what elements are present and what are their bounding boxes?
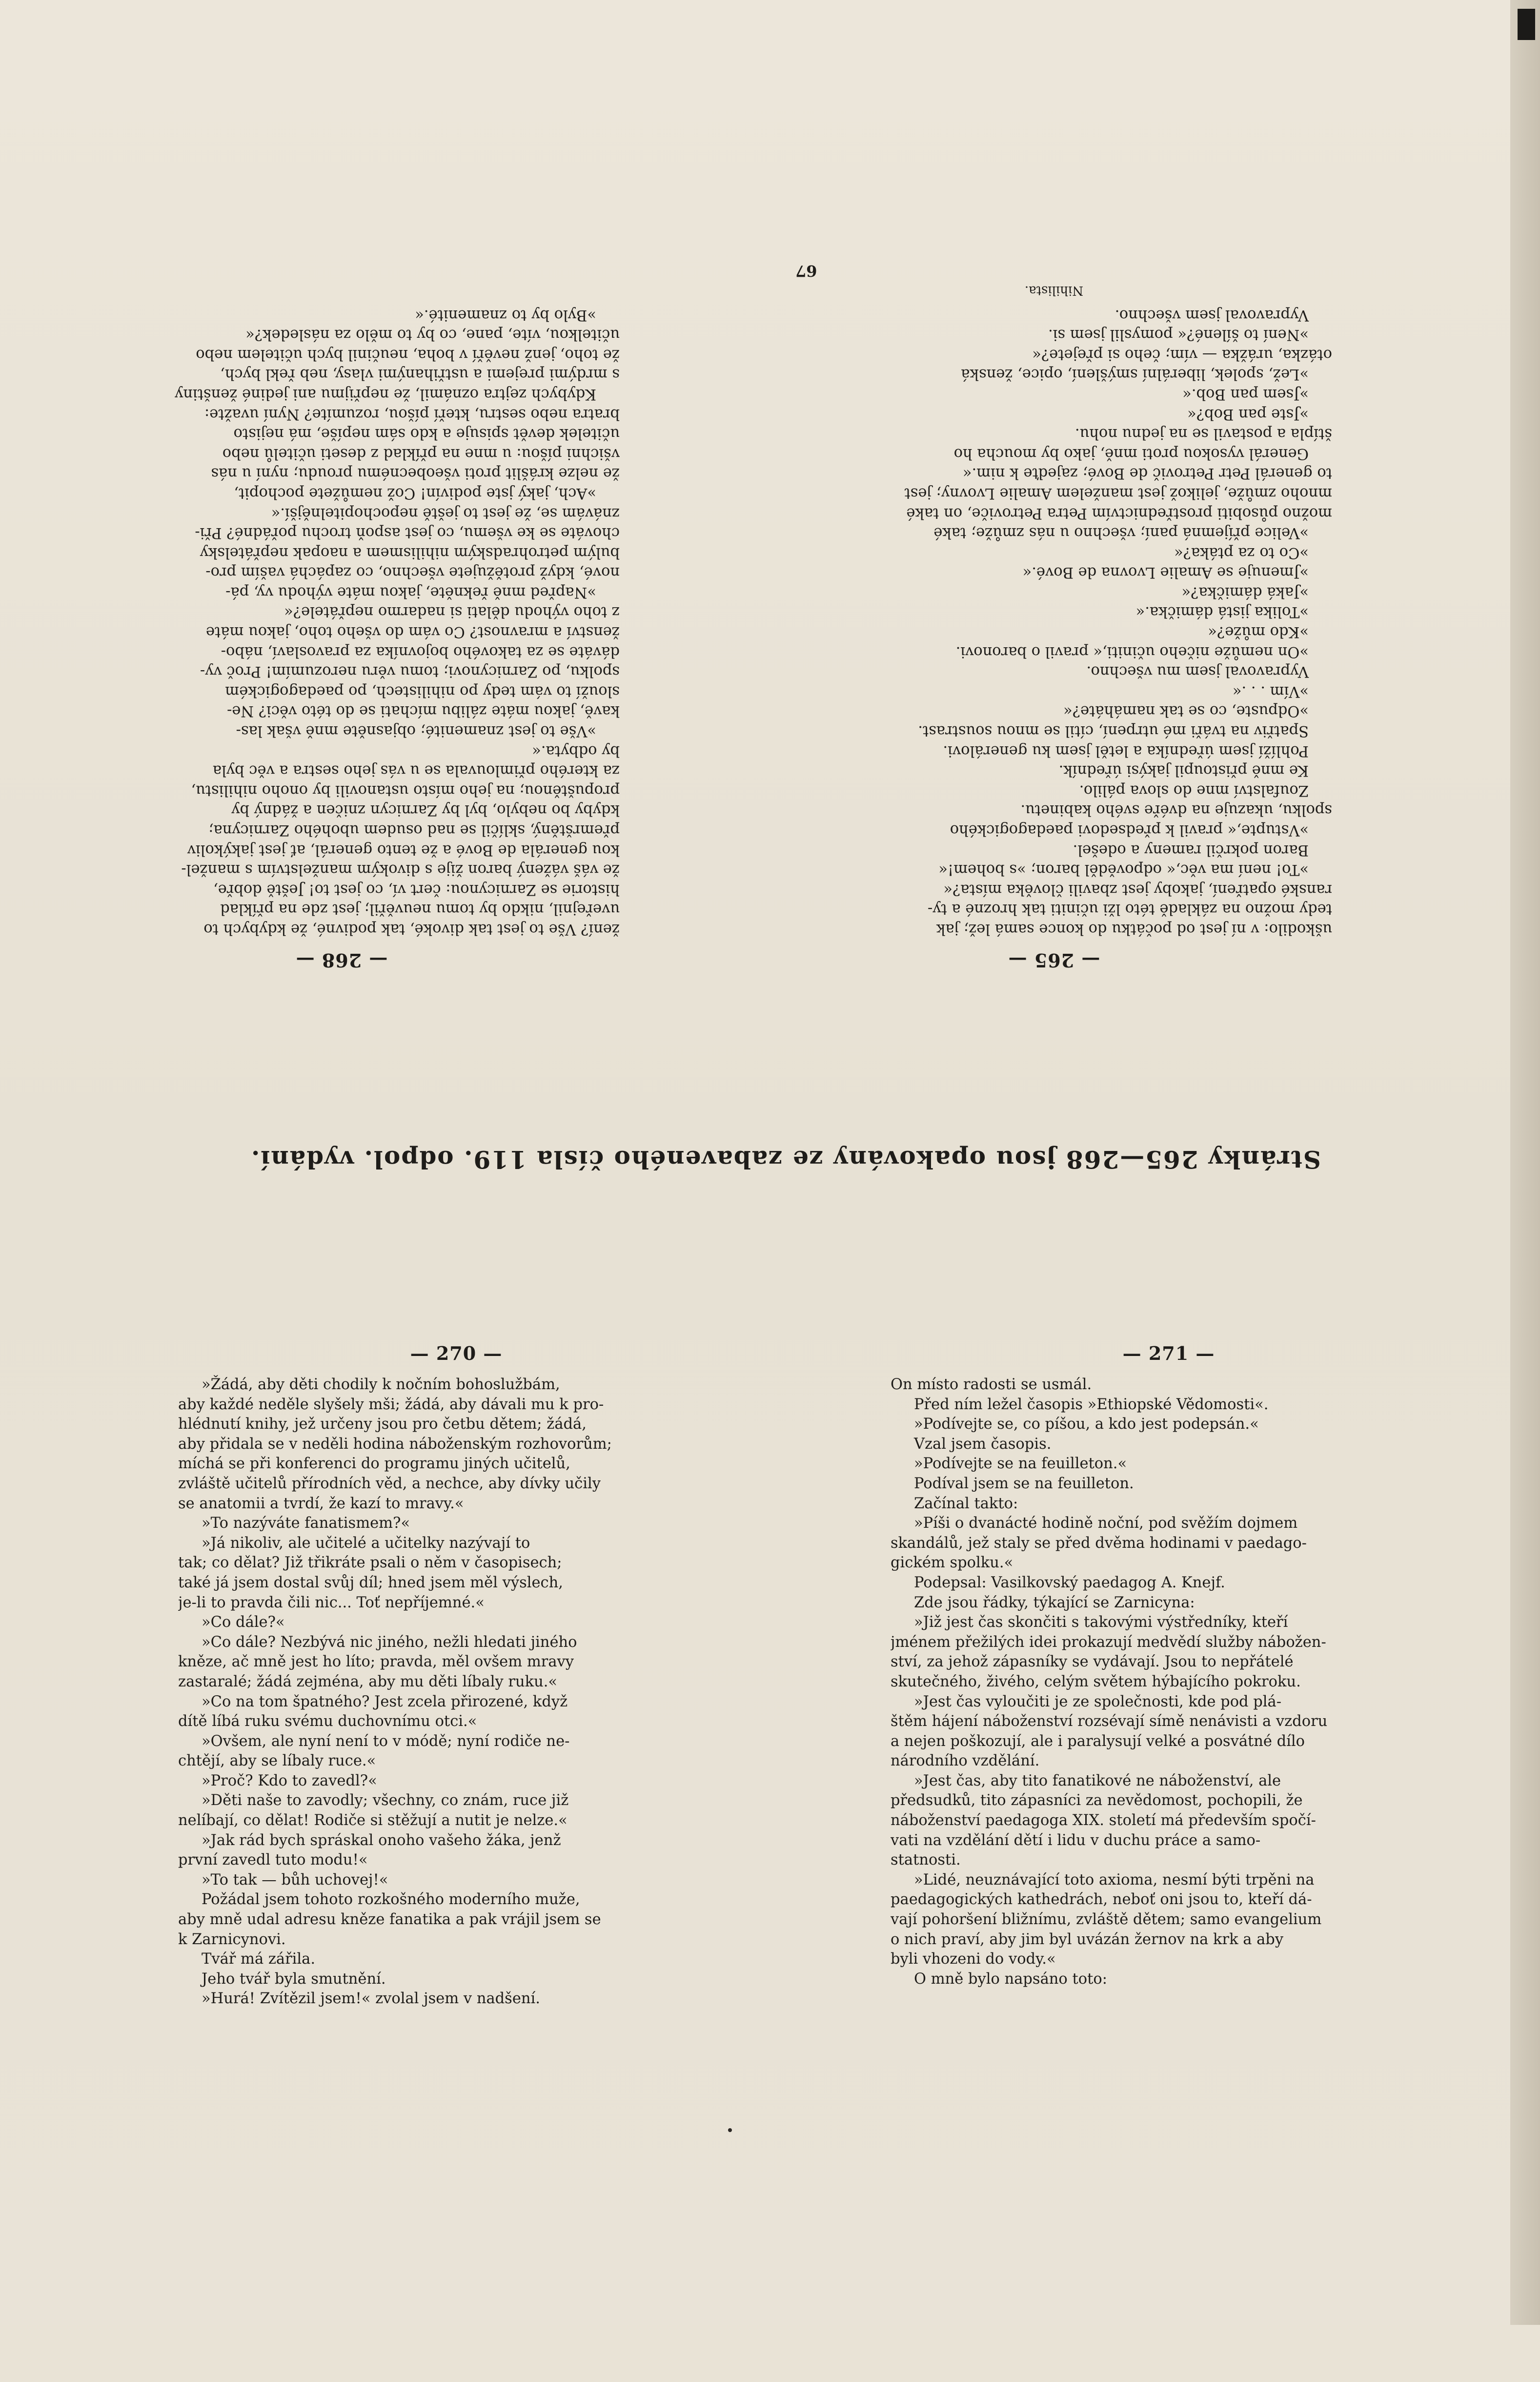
text-line: je-li to pravda čili nic... Toť nepříjemné.«	[178, 1594, 485, 1611]
text-line: »Ovšem, ale nyní není to v módě; nyní rodiče ne-	[202, 1732, 570, 1750]
column-text	[891, 1375, 1447, 1989]
text-line: aby každé neděle slyšely mši; žádá, aby dávali mu k pro-	[178, 1396, 604, 1413]
text-line: nové, když protěžujete všechno, co zapáchá vaším pro-	[205, 564, 620, 581]
text-line: za kterého přimlouvala se u vás jeho sestra a věc byla	[212, 762, 620, 780]
text-line: »Jest čas vyloučiti je ze společnosti, kde pod plá-	[914, 1693, 1282, 1710]
text-line: »Co na tom špatného? Jest zcela přirozené, když	[202, 1693, 568, 1710]
text-line: »Proč? Kdo to zavedl?«	[202, 1772, 377, 1789]
text-line: Zde jsou řádky, týkající se Zarnicyna:	[914, 1594, 1195, 1611]
text-line: »Již jest čas skončiti s takovými výstředníky, kteří	[914, 1614, 1288, 1631]
text-line: Zoufalství mne do slova pálilo.	[1079, 781, 1309, 799]
text-line: slouží to vám tedy po nihilistech, po paedagogickém	[225, 682, 620, 700]
text-line: kavě, jakou máte zálibu míchati se do této věci? Ne-	[227, 702, 620, 720]
page-number: — 265 —	[1008, 949, 1100, 971]
text-line: »To tak — bůh uchovej!«	[202, 1871, 388, 1889]
repeat-notice-banner: Stránky 265—268 jsou opakovány ze zabaveného čísla 119. odpol. vydání.	[250, 1145, 1321, 1174]
text-line: »Tolika jistá dámička.«	[1135, 603, 1309, 621]
upright-lower-spread	[0, 1269, 1510, 2382]
text-line: Ke mně přistoupil jakýsi úředník.	[1058, 762, 1309, 780]
text-line: Generál vysokou proti mně, jako by moucha ho	[953, 445, 1309, 462]
text-line: bulým petrohradským nihilismem a naopak nepřátelsky	[200, 544, 620, 561]
text-line: »Podívejte se na feuilleton.«	[914, 1455, 1127, 1473]
page-number: — 268 —	[295, 949, 388, 971]
text-line: vají pohoršení bližnímu, zvláště dětem; samo evangelium	[891, 1911, 1322, 1929]
text-line: skutečného, živého, celým světem hýbajícího pokroku.	[891, 1673, 1301, 1690]
text-line: »Jmenuje se Amalie Lvovna de Bové.«	[1022, 564, 1309, 581]
text-line: kdyby bo nebylo, byl by Zarnicyn zničen a žádný by	[231, 801, 620, 819]
text-line: »Žádá, aby děti chodily k nočním bohoslužbám,	[202, 1376, 560, 1393]
text-line: »Děti naše to zavodly; všechny, co znám, ruce již	[202, 1792, 569, 1809]
text-line: spolku, po Zarnicynovi; tomu věru nerozumím! Proč vy-	[200, 663, 620, 680]
text-line: »Bylo by to znamenité.«	[415, 306, 596, 324]
text-line: Tvář má zářila.	[202, 1951, 316, 1968]
text-line: znávám se, že jest to ještě nepochopitelnější.«	[271, 504, 620, 522]
text-line: ženství a mravnost? Co vám do všeho toho, jakou máte	[206, 623, 620, 641]
text-line: Vypravoval jsem všechno.	[1114, 306, 1309, 324]
text-line: nelíbají, co dělat! Rodiče si stěžují a nutit je nelze.«	[178, 1812, 567, 1829]
text-line: žení? Vše to jest tak divoké, tak podivné, že kdybych to	[203, 921, 620, 938]
text-line: přemrštěný, sklíčil se nad osudem ubohého Zarnicyna;	[208, 821, 620, 839]
text-line: »Vše to jest znamenité; objasněte mně však las-	[236, 722, 596, 740]
text-line: »Napřed mně řekněte, jakou máte výhodu vy, pá-	[225, 583, 596, 601]
text-line: Baron pokrčil rameny a odešel.	[1073, 841, 1309, 859]
text-line: dítě líbá ruku svému duchovnímu otci.«	[178, 1713, 477, 1730]
text-line: »Píši o dvanácté hodině noční, pod svěžím dojmem	[914, 1515, 1298, 1532]
text-line: »Co dále?«	[202, 1614, 285, 1631]
text-line: všichni píšou: u mne na příklad z deseti učitelů nebo	[222, 445, 620, 462]
column-page-268	[63, 305, 620, 971]
page-edge	[1510, 0, 1540, 2325]
text-line: »Velice příjemná paní; všechno u nás zmůže; také	[933, 524, 1309, 542]
text-line: učitelek devět spisuje a kdo sám nepíše, má nejisto	[233, 425, 620, 443]
text-line: Jeho tvář byla smutnění.	[202, 1970, 386, 1988]
text-line: tak; co dělat? Již třikráte psali o něm v časopisech;	[178, 1554, 562, 1572]
column-text	[178, 1375, 734, 2009]
text-line: vati na vzdělání dětí i lidu v duchu práce a samo-	[891, 1831, 1261, 1849]
column-page-271	[891, 1342, 1447, 1989]
signature-mark: 67	[795, 262, 817, 280]
text-line: »Jsem pan Bob.«	[1182, 385, 1309, 403]
text-line: »Jest čas, aby tito fanatikové ne náboženství, ale	[914, 1772, 1281, 1789]
text-line: Pohlíží jsem úředníka a letěl jsem ku generálovi.	[943, 742, 1309, 760]
text-line: ranské opatření, jakoby jest zbavili člověka místa?«	[943, 881, 1332, 898]
text-line: předsudků, tito zápasníci za nevědomost, pochopili, že	[891, 1792, 1303, 1809]
column-page-265	[776, 262, 1332, 971]
page-number: — 271 —	[1122, 1342, 1215, 1364]
text-line: »Lidé, neuznávající toto axioma, nesmí býti trpěni na	[914, 1871, 1315, 1889]
text-line: k Zarnicynovi.	[178, 1930, 286, 1948]
text-line: uveřejnil, nikdo by tomu neuvěřil; jest zde na příklad	[220, 901, 620, 918]
text-line: aby mně udal adresu kněze fanatika a pak vrájil jsem se	[178, 1911, 601, 1929]
text-line: spolku, ukazuje na dvéře svého kabinetu.	[1020, 801, 1332, 819]
column-text	[63, 305, 620, 939]
text-line: historie se Zarnicynou: čert ví, co jest to! Ještě dobře,	[213, 881, 620, 898]
text-line: a nejen poškozují, ale i paralysují velké a posvátné dílo	[891, 1732, 1305, 1750]
text-line: Začínal takto:	[914, 1495, 1018, 1512]
text-line: jménem přežilých idei prokazují medvědí služby nábožen-	[891, 1633, 1326, 1651]
text-line: »Není to šílené?« pomyslil jsem si.	[1048, 326, 1309, 344]
text-line: z toho výhodu dělati si nadarmo nepřátele?«	[284, 603, 620, 621]
text-line: se anatomii a tvrdí, že kazí to mravy.«	[178, 1495, 464, 1512]
catchword: Nihilista.	[1024, 283, 1084, 298]
text-line: národního vzdělání.	[891, 1752, 1040, 1770]
text-line: kou generála de Bové a že tento generál, ať jest jakýkoliv	[187, 841, 620, 859]
text-line: »Hurá! Zvítězil jsem!« zvolal jsem v nadšení.	[202, 1990, 540, 2008]
inverted-upper-spread	[0, 20, 1510, 1132]
text-line: statnosti.	[891, 1851, 961, 1869]
text-line: že nelze krášlit proti všeobecnému proudu; nyní u nás	[211, 465, 620, 482]
text-line: že toho, jenž nevěří v boha, neučinil bych učitelem nebo	[196, 346, 620, 363]
text-line: tedy možno na základě této lži učiniti tak hrozné a ty-	[927, 901, 1332, 918]
text-line: chováte se ke všemu, co jest aspoň trochu pořádné? Při-	[195, 524, 620, 542]
ink-speck	[728, 2128, 732, 2132]
text-line: »Podívejte se, co píšou, a kdo jest podepsán.«	[914, 1416, 1259, 1433]
page-number: — 270 —	[410, 1342, 503, 1364]
text-line: »Kdo může?«	[1208, 623, 1309, 641]
text-line: míchá se při konferenci do programu jiných učitelů,	[178, 1455, 570, 1473]
text-line: Podíval jsem se na feuilleton.	[914, 1475, 1134, 1492]
text-line: Před ním ležel časopis »Ethiopské Vědomosti«.	[914, 1396, 1269, 1413]
registration-mark	[1518, 9, 1535, 40]
text-line: »Vstupte,« pravil k předsedovi paedagogického	[950, 821, 1309, 839]
text-line: »Ach, jaký jste podivín! Což nemůžete pochopit,	[234, 484, 596, 502]
text-line: chtějí, aby se líbaly ruce.«	[178, 1752, 376, 1770]
text-line: Podepsal: Vasilkovský paedagog A. Knejf.	[914, 1574, 1225, 1591]
text-line: »Jaká dámička?«	[1181, 583, 1309, 601]
text-line: »Já nikoliv, ale učitelé a učitelky nazývají to	[202, 1534, 530, 1552]
text-line: možno působiti prostřednictvím Petra Petroviče, on také	[906, 504, 1332, 522]
text-line: O mně bylo napsáno toto:	[914, 1970, 1107, 1988]
text-line: »To nazýváte fanatismem?«	[202, 1515, 410, 1532]
text-line: paedagogických kathedrách, neboť oni jsou to, kteří dá-	[891, 1891, 1312, 1909]
text-line: dáváte se za takového bojovníka za pravoslaví, nábo-	[221, 643, 620, 660]
text-line: propuštěnou; na jeho místo ustanovili by onoho nihilistu,	[191, 781, 620, 799]
text-line: hlédnutí knihy, jež určeny jsou pro četbu dětem; žádá,	[178, 1416, 587, 1433]
text-line: náboženství paedagoga XIX. století má především spočí-	[891, 1812, 1316, 1829]
text-line: »To! není ma věc,« odpověděl baron; »s bohem!«	[938, 861, 1309, 879]
text-line: gickém spolku.«	[891, 1554, 1013, 1572]
text-line: bratra nebo sestru, kteří píšou, rozumíte? Nyní uvažte:	[204, 405, 620, 423]
column-page-270	[178, 1342, 734, 2009]
text-line: »Jak rád bych spráskal onoho vašeho žáka, jenž	[202, 1831, 561, 1849]
text-line: Spatřiv na tváři mé utrpení, cítil se mnou soustrast.	[918, 722, 1309, 740]
text-line: štěm hájení náboženství rozsévají símě nenávisti a vzdoru	[891, 1713, 1328, 1730]
text-line: učitelkou, víte, pane, co by to mělo za následek?«	[245, 326, 620, 344]
text-line: »Jste pan Bob?«	[1187, 405, 1309, 423]
text-line: aby přidala se v neděli hodina náboženským rozhovorům;	[178, 1435, 612, 1453]
text-line: uškodilo: v ní jest od počátku do konce samá lež; jak	[936, 921, 1332, 938]
text-line: kněze, ač mně jest ho líto; pravda, měl ovšem mravy	[178, 1653, 574, 1671]
text-line: by odbyta.«	[532, 742, 620, 760]
text-line: první zavedl tuto modu!«	[178, 1851, 368, 1869]
text-line: mnoho zmůže, jelikož jest manželem Amalie Lvovny; jest	[904, 484, 1332, 502]
text-line: Kdybych zejtra oznámil, že nepřijmu ani jediné ženštiny	[175, 385, 596, 403]
text-line: Vzal jsem časopis.	[914, 1435, 1052, 1453]
text-line: štípla a postavil se na jednu nohu.	[1074, 425, 1332, 443]
text-line: byli vhozeni do vody.«	[891, 1951, 1056, 1968]
column-text	[776, 305, 1332, 939]
text-line: s mrdými prejemi a ustřihanými vlasy, neb řekl bych,	[220, 366, 620, 383]
text-line: Vypravoval jsem mu všechno.	[1086, 663, 1309, 680]
text-line: ství, za jehož zápasníky se vydávají. Jsou to nepřátelé	[891, 1653, 1294, 1671]
text-line: zastaralé; žádá zejména, aby mu děti líbaly ruku.«	[178, 1673, 558, 1690]
text-line: otázka, urážka — vím; čeho si přejete?«	[1032, 346, 1332, 363]
text-line: On místo radosti se usmál.	[891, 1376, 1092, 1393]
text-line: to generál Petr Petrovič de Bové; zajeďte k nim.«	[962, 465, 1332, 482]
text-line: také já jsem dostal svůj díl; hned jsem měl výslech,	[178, 1574, 563, 1591]
text-line: »Vím . . .«	[1232, 682, 1309, 700]
text-line: skandálů, jež staly se před dvěma hodinami v paedago-	[891, 1534, 1307, 1552]
text-line: »Odpuste, co se tak namáháte?«	[1063, 702, 1309, 720]
text-line: »Lež, spolek, liberální smýšlení, opice, ženská	[961, 366, 1309, 383]
text-line: o nich praví, aby jim byl uvázán žernov na krk a aby	[891, 1930, 1284, 1948]
text-line: »Co to za ptáka?«	[1174, 544, 1309, 561]
text-line: »On nemůže ničeho učiniti,« pravil o baronovi.	[955, 643, 1309, 660]
text-line: zvláště učitelů přírodních věd, a nechce, aby dívky učily	[178, 1475, 601, 1492]
text-line: že váš vážený baron žije s divokým manželstvím s manžel-	[181, 861, 620, 879]
text-line: »Co dále? Nezbývá nic jiného, nežli hledati jiného	[202, 1633, 577, 1651]
text-line: Požádal jsem tohoto rozkošného moderního muže,	[202, 1891, 580, 1909]
